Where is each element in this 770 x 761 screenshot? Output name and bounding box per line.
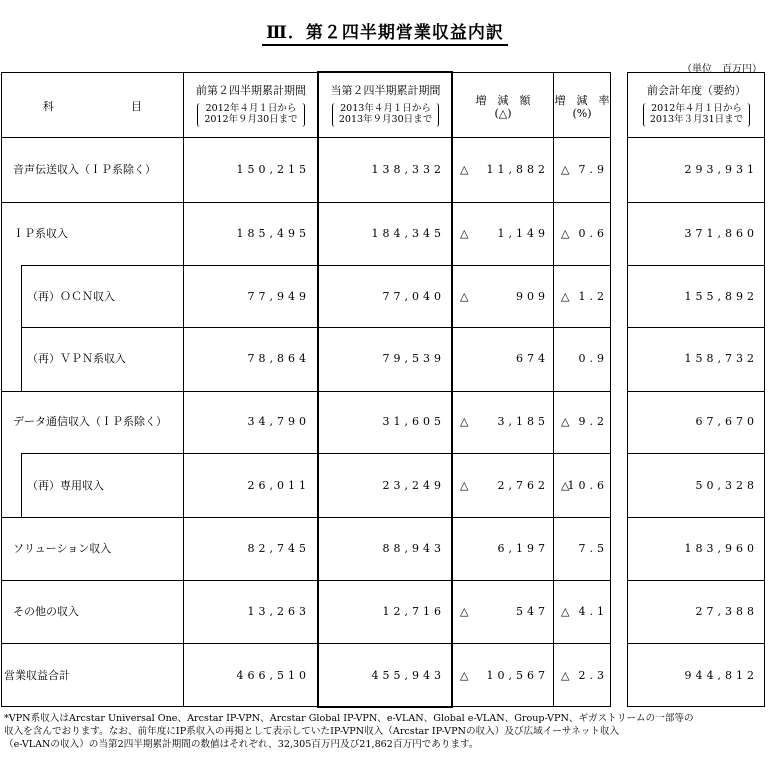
row-label: その他の収入 bbox=[13, 605, 79, 618]
row-label: ＩＰ系収入 bbox=[13, 227, 68, 240]
row-prev: 78,864 bbox=[247, 352, 310, 365]
header-subject: 科 目 bbox=[43, 100, 142, 113]
row-diff-sign: △ bbox=[460, 479, 469, 492]
row-prev: 466,510 bbox=[236, 669, 310, 682]
row-prev: 150,215 bbox=[236, 163, 310, 176]
row-year: 155,892 bbox=[684, 290, 758, 303]
row-rate-sign: △ bbox=[561, 227, 570, 240]
row-year: 944,812 bbox=[684, 669, 758, 682]
row-rate: 0.6 bbox=[578, 227, 608, 240]
row-label: データ通信収入（ＩＰ系除く） bbox=[13, 415, 167, 428]
row-diff: 2,762 bbox=[497, 479, 549, 492]
unit-label: （単位 百万円） bbox=[682, 64, 762, 75]
row-prev: 13,263 bbox=[247, 605, 310, 618]
header-prior-year: 前会計年度（要約） 2012年４月１日から 2013年３月31日まで bbox=[628, 84, 765, 127]
row-curr: 31,605 bbox=[382, 415, 445, 428]
row-curr: 88,943 bbox=[382, 542, 445, 555]
row-rate: 1.2 bbox=[578, 290, 608, 303]
row-curr: 184,345 bbox=[371, 227, 445, 240]
row-diff: 6,197 bbox=[497, 542, 549, 555]
header-curr-period: 当第２四半期累計期間 2013年４月１日から 2013年９月30日まで bbox=[330, 84, 441, 126]
row-rate: 4.1 bbox=[578, 605, 608, 618]
row-rate-sign: △ bbox=[561, 669, 570, 682]
row-diff: 11,882 bbox=[486, 163, 549, 176]
row-label: 音声伝送収入（ＩＰ系除く） bbox=[13, 163, 156, 176]
row-curr: 79,539 bbox=[382, 352, 445, 365]
row-rate: 10.6 bbox=[567, 479, 608, 492]
row-label: （再）ＶＰＮ系収入 bbox=[27, 352, 126, 365]
row-rate-sign: △ bbox=[561, 415, 570, 428]
row-curr: 23,249 bbox=[382, 479, 445, 492]
row-diff: 10,567 bbox=[486, 669, 549, 682]
row-diff-sign: △ bbox=[460, 163, 469, 176]
row-prev: 34,790 bbox=[247, 415, 310, 428]
row-year: 371,860 bbox=[684, 227, 758, 240]
row-curr: 455,943 bbox=[371, 669, 445, 682]
row-diff: 547 bbox=[516, 605, 549, 618]
row-year: 50,328 bbox=[695, 479, 758, 492]
row-rate-sign: △ bbox=[561, 605, 570, 618]
footnote: *VPN系収入はArcstar Universal One、Arcstar IP-VPN、Arcstar Global IP-VPN、e-VLAN、Global e-VLAN、Group-VPN、ギガストリームの一部等の 収入を含んでおります。なお、前年度にIP系収入の再掲として表示していたIP-VPN収入（Arcstar IP-VPNの収入）及び広域イーサネット収入 （e-VLANの収入）の当第2四半期累計期間の数値はそれぞれ、32,305百万円及び21,862百万円であります。 bbox=[4, 713, 694, 750]
row-diff: 909 bbox=[516, 290, 549, 303]
row-diff-sign: △ bbox=[460, 605, 469, 618]
row-rate-sign: △ bbox=[561, 479, 570, 492]
header-change-rate: 増 減 率 (%) bbox=[554, 94, 610, 121]
row-diff: 674 bbox=[516, 352, 549, 365]
row-year: 27,388 bbox=[695, 605, 758, 618]
row-prev: 185,495 bbox=[236, 227, 310, 240]
row-prev: 77,949 bbox=[247, 290, 310, 303]
row-year: 293,931 bbox=[684, 163, 758, 176]
row-year: 67,670 bbox=[695, 415, 758, 428]
row-year: 158,732 bbox=[684, 352, 758, 365]
row-rate-sign: △ bbox=[561, 163, 570, 176]
row-rate: 7.5 bbox=[578, 542, 608, 555]
row-diff-sign: △ bbox=[460, 415, 469, 428]
header-prev-period: 前第２四半期累計期間 2012年４月１日から 2012年９月30日まで bbox=[196, 84, 306, 126]
row-label: 営業収益合計 bbox=[4, 669, 70, 682]
row-diff: 3,185 bbox=[497, 415, 549, 428]
row-diff-sign: △ bbox=[460, 227, 469, 240]
row-label: （再）ＯＣＮ収入 bbox=[27, 290, 115, 303]
row-diff: 1,149 bbox=[497, 227, 549, 240]
row-curr: 77,040 bbox=[382, 290, 445, 303]
row-rate: 9.2 bbox=[578, 415, 608, 428]
row-rate: 2.3 bbox=[578, 669, 608, 682]
row-prev: 82,745 bbox=[247, 542, 310, 555]
header-change-amount: 増 減 額 (△) bbox=[475, 94, 531, 121]
row-curr: 12,716 bbox=[382, 605, 445, 618]
row-diff-sign: △ bbox=[460, 669, 469, 682]
page-title: Ⅲ．第２四半期営業収益内訳 bbox=[0, 18, 770, 43]
row-diff-sign: △ bbox=[460, 290, 469, 303]
row-year: 183,960 bbox=[684, 542, 758, 555]
row-curr: 138,332 bbox=[371, 163, 445, 176]
row-rate: 0.9 bbox=[578, 352, 608, 365]
row-rate: 7.9 bbox=[578, 163, 608, 176]
row-label: （再）専用収入 bbox=[27, 479, 104, 492]
row-prev: 26,011 bbox=[247, 479, 310, 492]
row-rate-sign: △ bbox=[561, 290, 570, 303]
row-label: ソリューション収入 bbox=[13, 542, 112, 555]
